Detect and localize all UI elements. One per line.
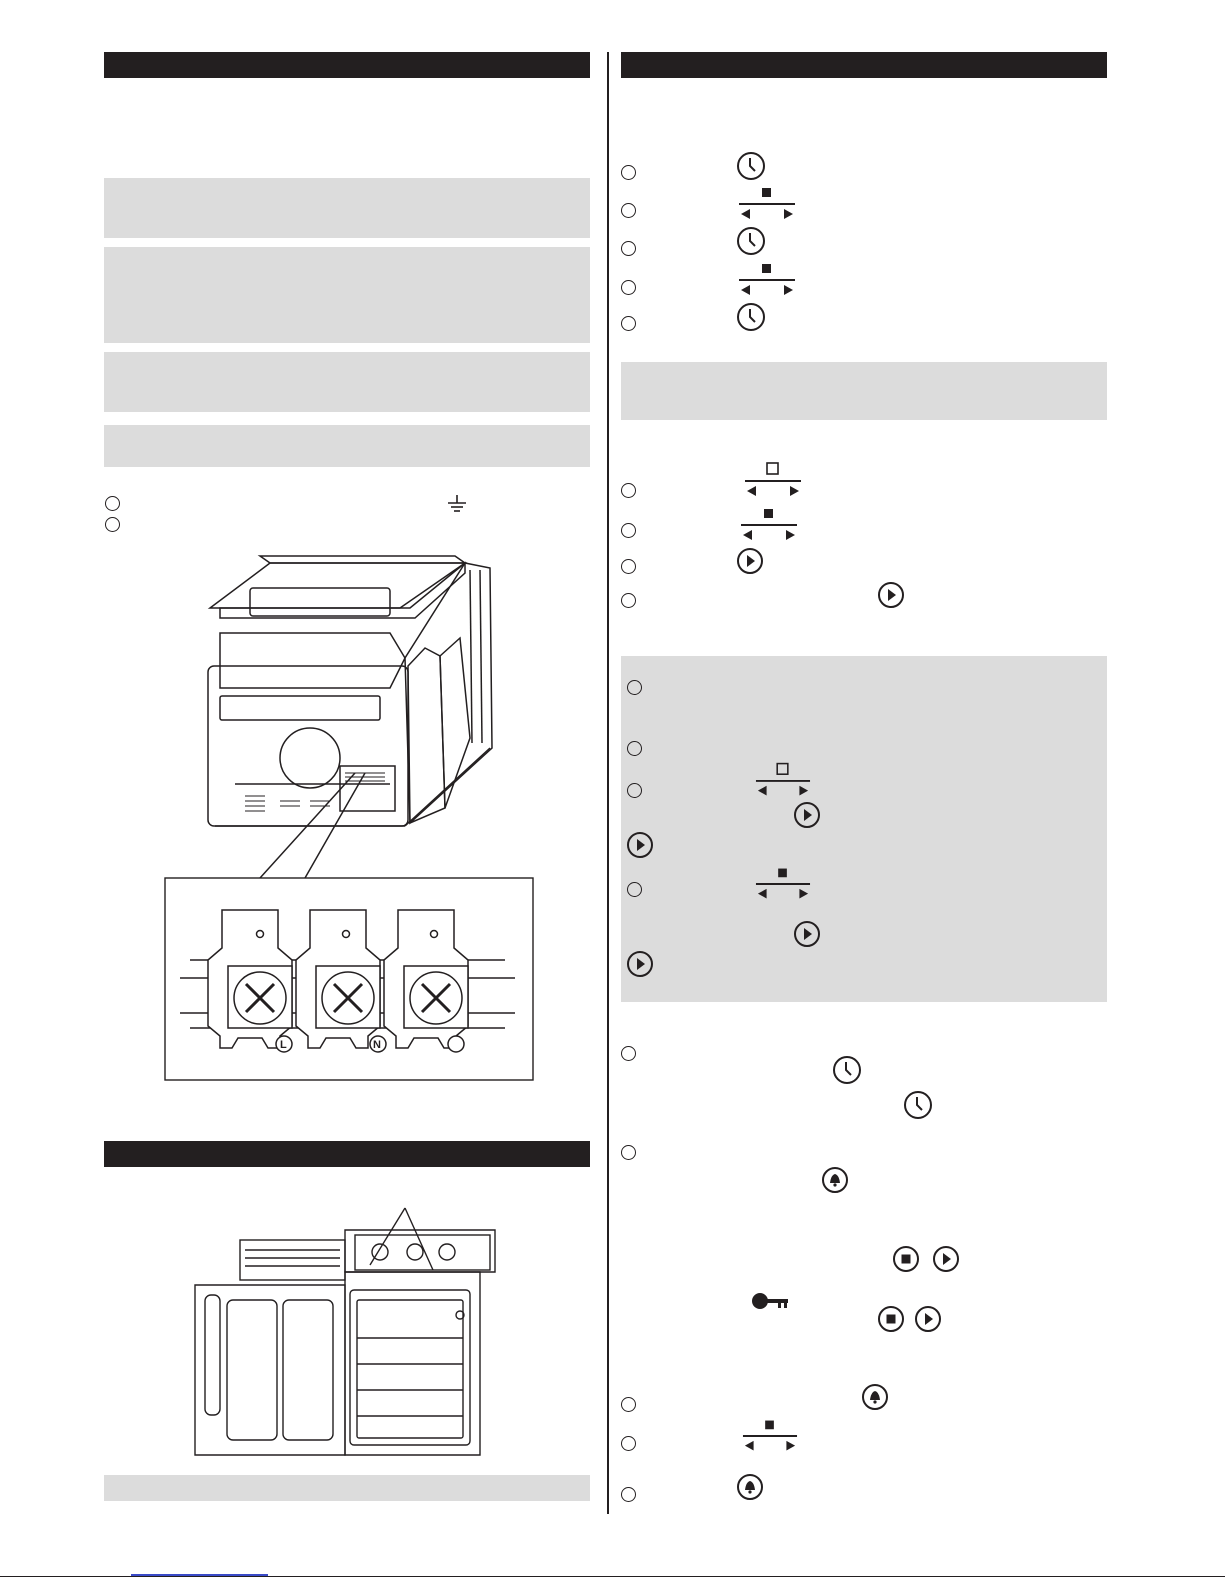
oven-rear-wiring-illustration — [160, 548, 540, 1088]
adjust-arrows-outline-icon — [744, 461, 802, 499]
earth-symbol-icon — [446, 494, 468, 514]
step-number-circle — [621, 1145, 636, 1160]
terminal-label-L: L — [280, 1039, 287, 1051]
adjust-arrows-filled-icon — [740, 507, 798, 543]
note-box — [104, 425, 590, 467]
terminal-block-L — [208, 910, 292, 1052]
bell-icon — [861, 1383, 889, 1411]
step-number-circle — [621, 316, 636, 331]
section-header-bar-fixing — [104, 1141, 590, 1167]
adjust-arrows-filled-icon — [738, 262, 796, 298]
step-number-circle — [621, 165, 636, 180]
adjust-arrows-outline-icon — [755, 761, 811, 799]
key-lock-icon — [750, 1289, 790, 1313]
footer-rule — [0, 1576, 1225, 1577]
note-box — [104, 352, 590, 412]
start-button-icon — [914, 1305, 942, 1333]
section-header-bar-installation — [104, 52, 590, 78]
adjust-arrows-filled-icon — [742, 1418, 798, 1454]
start-button-icon — [626, 831, 654, 859]
start-button-icon — [877, 581, 905, 609]
step-number-circle — [105, 517, 120, 532]
clock-icon — [736, 302, 766, 332]
note-box — [104, 1475, 590, 1501]
step-number-circle — [627, 783, 642, 798]
start-button-icon — [626, 950, 654, 978]
step-number-circle — [621, 1046, 636, 1061]
adjust-arrows-filled-icon — [755, 866, 811, 902]
step-number-circle — [621, 1436, 636, 1451]
step-number-circle — [627, 680, 642, 695]
start-button-icon — [736, 547, 764, 575]
clock-icon — [903, 1090, 933, 1120]
step-number-circle — [621, 483, 636, 498]
start-button-icon — [932, 1245, 960, 1273]
step-number-circle — [621, 1487, 636, 1502]
adjust-arrows-filled-icon — [738, 186, 796, 222]
section-header-bar-clock — [621, 52, 1107, 78]
step-number-circle — [621, 241, 636, 256]
note-box — [621, 362, 1107, 420]
clock-icon — [736, 151, 766, 181]
step-number-circle — [621, 203, 636, 218]
note-box — [104, 178, 590, 238]
terminal-block-earth — [384, 910, 468, 1052]
step-number-circle — [621, 280, 636, 295]
terminal-label-N: N — [373, 1039, 381, 1051]
bell-icon — [821, 1166, 849, 1194]
stop-button-icon — [892, 1245, 920, 1273]
step-number-circle — [627, 741, 642, 756]
note-box — [104, 247, 590, 343]
clock-icon — [832, 1055, 862, 1085]
step-number-circle — [621, 1397, 636, 1412]
step-number-circle — [621, 593, 636, 608]
step-number-circle — [621, 523, 636, 538]
oven-front-fixing-illustration — [185, 1200, 505, 1460]
terminal-block-N — [296, 910, 386, 1052]
step-number-circle — [627, 882, 642, 897]
note-panel — [621, 656, 1107, 1002]
footer-link-underline[interactable] — [131, 1574, 268, 1576]
bell-icon — [736, 1473, 764, 1501]
stop-button-icon — [877, 1305, 905, 1333]
clock-icon — [736, 226, 766, 256]
step-number-circle — [105, 496, 120, 511]
step-number-circle — [621, 559, 636, 574]
column-divider — [607, 52, 609, 1514]
start-button-icon — [793, 920, 821, 948]
start-button-icon — [793, 801, 821, 829]
